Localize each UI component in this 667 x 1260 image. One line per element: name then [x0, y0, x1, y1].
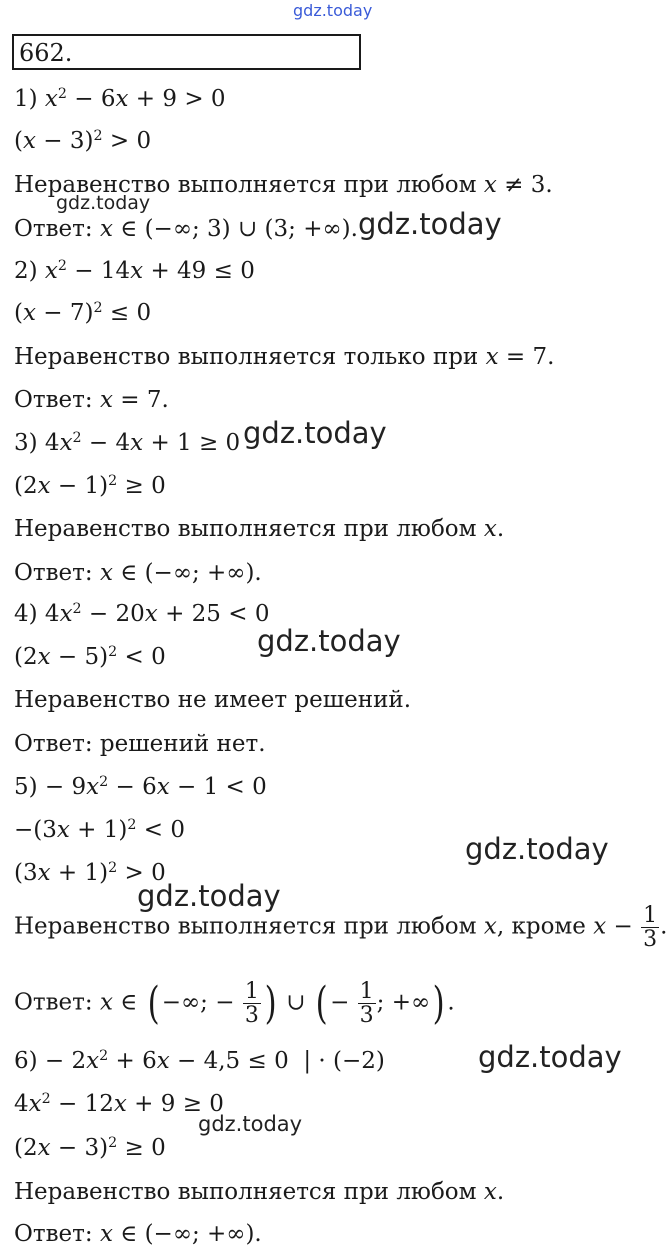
line-17: $5) - 9x^2 - 6x - 1 < 0$	[14, 774, 267, 800]
watermark: gdz.today	[56, 192, 151, 214]
line-20: Неравенство выполняется при любом x, кроме x − $\frac{1}{3}$ .	[14, 903, 667, 953]
fraction-one-third: $\frac{1}{3}$	[643, 903, 658, 953]
line-19: $(3x + 1)^2 > 0$	[14, 860, 166, 886]
line-4: Ответ: x ∈ (−∞; 3) ∪ (3; +∞).	[14, 216, 358, 242]
watermark: gdz.today	[257, 624, 401, 658]
line-7: Неравенство выполняется только при x = 7.	[14, 344, 555, 370]
problem-number-box	[12, 34, 361, 70]
line-25: Неравенство выполняется при любом x.	[14, 1179, 505, 1205]
line-13: 4) $4x^2 - 20x + 25 < 0$	[14, 601, 270, 627]
line-23: $4x^2 - 12x + 9 \ge 0$	[14, 1091, 224, 1117]
line-11: Неравенство выполняется при любом x.	[14, 516, 505, 542]
line-1: 1) $x^2 - 6x + 9 > 0$	[14, 86, 226, 112]
watermark: gdz.today	[198, 1112, 303, 1136]
watermark-top: gdz.today	[293, 1, 373, 20]
line-10: $(2x - 1)^2 \ge 0$	[14, 473, 166, 499]
line-26: Ответ: x ∈ (−∞; +∞).	[14, 1221, 262, 1247]
problem-number: 662.	[19, 39, 73, 67]
line-22: $6) - 2x^2 + 6x - 4,5 \le 0$ | · (−2)	[14, 1048, 385, 1074]
line-5: 2) $x^2 - 14x + 49 \le 0$	[14, 258, 255, 284]
line-16: Ответ: решений нет.	[14, 731, 266, 757]
fraction-one-third: $\frac{1}{3}$	[359, 979, 374, 1029]
line-14: $(2x - 5)^2 < 0$	[14, 644, 166, 670]
line-21: Ответ: x ∈ ( −∞; − $\frac{1}{3}$ ) ∪ ( − $\frac{1}{3}$ ; +∞) .	[14, 977, 455, 1029]
line-18: $-(3x + 1)^2 < 0$	[14, 817, 185, 843]
line-8: Ответ: x = 7.	[14, 387, 169, 413]
line-3: Неравенство выполняется при любом x ≠ 3.	[14, 172, 553, 198]
line-6: $(x - 7)^2 \le 0$	[14, 300, 152, 326]
line-2: $(x - 3)^2 > 0$	[14, 128, 152, 154]
fraction-one-third: $\frac{1}{3}$	[244, 979, 259, 1029]
line-12: Ответ: x ∈ (−∞; +∞).	[14, 560, 262, 586]
line-24: $(2x - 3)^2 \ge 0$	[14, 1135, 166, 1161]
watermark: gdz.today	[465, 832, 609, 866]
line-9: 3) $4x^2 - 4x + 1 \ge 0$	[14, 430, 241, 456]
watermark: gdz.today	[478, 1040, 622, 1074]
watermark: gdz.today	[243, 416, 387, 450]
line-15: Неравенство не имеет решений.	[14, 687, 412, 713]
watermark: gdz.today	[358, 207, 502, 241]
watermark: gdz.today	[137, 879, 281, 913]
